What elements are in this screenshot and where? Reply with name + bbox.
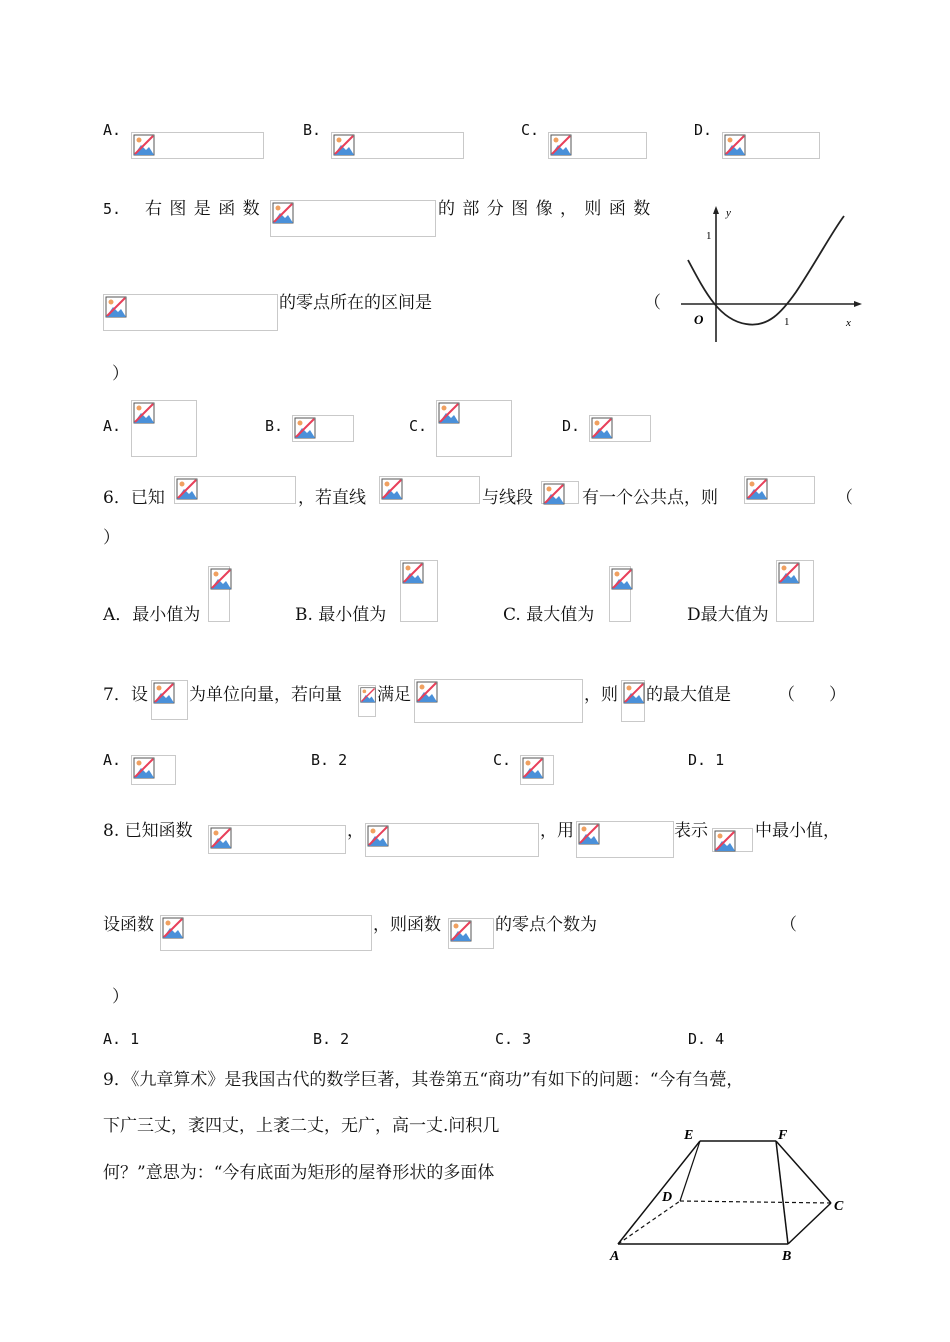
q5-option-a-image — [131, 400, 197, 457]
q8-stem-line2-c: 的零点个数为 — [495, 915, 597, 935]
q8-option-d: D. 4 — [688, 1030, 725, 1048]
q4-option-c-label: C. — [521, 121, 540, 139]
graph-x-tick: 1 — [784, 316, 790, 328]
q6-option-b-image — [400, 560, 438, 622]
q8-function-f-image — [208, 825, 346, 854]
q5-option-d-label: D. — [562, 417, 581, 435]
q5-option-b-image — [292, 415, 354, 442]
broken-image-icon — [438, 402, 460, 424]
broken-image-icon — [153, 682, 175, 704]
broken-image-icon — [778, 562, 800, 584]
q5-number: 5. — [103, 200, 122, 218]
q5-option-c-image — [436, 400, 512, 457]
edge-bc — [788, 1203, 831, 1244]
q5-target-function-image — [103, 294, 278, 331]
q8-mn-image — [712, 828, 753, 852]
edge-dc-hidden — [680, 1201, 831, 1203]
q5-paren-close: ） — [112, 364, 129, 384]
broken-image-icon — [416, 681, 438, 703]
q8-min-notation-image — [576, 821, 674, 858]
q5-option-c-label: C. — [409, 417, 428, 435]
q8-option-c: C. 3 — [495, 1030, 532, 1048]
q6-stem-part3: 与线段 — [482, 488, 533, 508]
vertex-label-c: C — [834, 1199, 844, 1214]
vertex-label-d: D — [662, 1190, 673, 1205]
vertex-label-a: A — [610, 1249, 620, 1264]
q8-stem-part1: 8. 已知函数 — [103, 821, 193, 841]
q6-stem-part2: ，若直线 — [298, 488, 366, 508]
graph-x-label: x — [846, 317, 851, 329]
q6-paren-open: （ — [836, 488, 853, 508]
broken-image-icon — [402, 562, 424, 584]
graph-y-tick: 1 — [706, 230, 712, 242]
broken-image-icon — [714, 830, 736, 852]
q8-function-g-image — [365, 823, 539, 857]
broken-image-icon — [210, 827, 232, 849]
edge-fb — [776, 1141, 788, 1244]
q8-paren-open: （ — [780, 915, 797, 935]
q7-stem-part3: 满足 — [377, 685, 411, 705]
broken-image-icon — [611, 568, 633, 590]
broken-image-icon — [272, 202, 294, 224]
q6-given-image — [174, 476, 296, 504]
q7-condition-image — [414, 679, 583, 723]
q9-line1: 9．《九章算术》是我国古代的数学巨著，其卷第五“商功”有如下的问题：“今有刍甍， — [103, 1070, 744, 1090]
broken-image-icon — [360, 687, 376, 703]
q9-line2: 下广三丈，袤四丈，上袤二丈，无广，高一丈.问积几 — [103, 1116, 500, 1136]
q5-option-a-label: A. — [103, 417, 122, 435]
q7-option-c-image — [520, 755, 554, 785]
q9-line3: 何？”意思为：“今有底面为矩形的屋脊形状的多面体 — [103, 1163, 495, 1183]
q5-function-formula-image — [270, 200, 436, 237]
q8-stem-part3: ，用 — [540, 821, 574, 841]
q7-option-a-label: A. — [103, 751, 122, 769]
q6-segment-image — [541, 481, 579, 504]
q6-line-image — [379, 476, 480, 504]
q6-option-d-image — [776, 560, 814, 622]
broken-image-icon — [450, 920, 472, 942]
broken-image-icon — [543, 483, 565, 505]
q7-stem-part5: 的最大值是 — [646, 685, 731, 705]
q8-stem-line2-a: 设函数 — [103, 915, 154, 935]
broken-image-icon — [133, 402, 155, 424]
edge-ae — [618, 1141, 700, 1244]
q8-stem-part2: ， — [347, 821, 364, 841]
q8-hx-image — [448, 918, 494, 949]
q4-option-c-formula-image — [548, 132, 647, 159]
q7-paren: （ ） — [778, 685, 846, 705]
q8-function-h-image — [160, 915, 372, 951]
q4-option-d-label: D. — [694, 121, 713, 139]
q8-stem-line2-b: ，则函数 — [373, 915, 441, 935]
q5-paren-open: （ — [644, 293, 661, 313]
broken-image-icon — [381, 478, 403, 500]
q7-option-c-label: C. — [493, 751, 512, 769]
broken-image-icon — [522, 757, 544, 779]
broken-image-icon — [578, 823, 600, 845]
edge-fc — [776, 1141, 831, 1203]
broken-image-icon — [133, 757, 155, 779]
q6-option-c-image — [609, 566, 631, 622]
edge-ed — [680, 1141, 700, 1201]
graph-y-label: y — [726, 207, 731, 219]
q6-option-c: C. 最大值为 — [503, 605, 595, 625]
q8-paren-close: ） — [112, 987, 129, 1007]
broken-image-icon — [294, 417, 316, 439]
vertex-label-f: F — [778, 1128, 788, 1143]
q7-stem-part1: 7．设 — [103, 685, 148, 705]
broken-image-icon — [550, 134, 572, 156]
q7-stem-part4: ，则 — [584, 685, 618, 705]
q6-option-d: D最大值为 — [687, 605, 769, 625]
q9-polyhedron-figure — [600, 1122, 860, 1267]
broken-image-icon — [623, 682, 645, 704]
q8-stem-part5: 中最小值， — [755, 821, 840, 841]
vertex-label-b: B — [782, 1249, 792, 1264]
broken-image-icon — [162, 917, 184, 939]
q5-function-graph — [676, 202, 866, 347]
q5-option-b-label: B. — [265, 417, 284, 435]
q4-option-d-formula-image — [722, 132, 820, 159]
graph-origin-label: O — [694, 312, 704, 327]
q4-option-b-formula-image — [331, 132, 464, 159]
q6-option-b: B. 最小值为 — [295, 605, 387, 625]
q8-option-b: B. 2 — [313, 1030, 350, 1048]
broken-image-icon — [333, 134, 355, 156]
q4-option-a-label: A. — [103, 121, 122, 139]
q7-option-a-image — [131, 755, 176, 785]
q6-option-a-image — [208, 566, 230, 622]
q6-stem-part4: 有一个公共点，则 — [582, 488, 718, 508]
edge-ad-hidden — [618, 1201, 680, 1244]
q6-option-a: A．最小值为 — [103, 605, 201, 625]
q6-expression-image — [744, 476, 815, 504]
broken-image-icon — [210, 568, 232, 590]
q7-stem-part2: 为单位向量，若向量 — [189, 685, 342, 705]
q5-option-d-image — [589, 415, 651, 442]
vertex-label-e: E — [684, 1128, 694, 1143]
q8-option-a: A. 1 — [103, 1030, 140, 1048]
q7-option-d: D. 1 — [688, 751, 725, 769]
q7-option-b: B. 2 — [311, 751, 348, 769]
q8-stem-part4: 表示 — [674, 821, 708, 841]
broken-image-icon — [591, 417, 613, 439]
q6-stem-part1: 6．已知 — [103, 488, 165, 508]
q5-stem-part3: 的零点所在的区间是 — [279, 293, 432, 313]
q6-paren-close: ） — [103, 528, 120, 548]
broken-image-icon — [724, 134, 746, 156]
q4-option-a-formula-image — [131, 132, 264, 159]
q7-vector-c-image — [358, 685, 376, 717]
broken-image-icon — [367, 825, 389, 847]
q5-stem-part1: 右 图 是 函 数 — [145, 199, 261, 219]
broken-image-icon — [133, 134, 155, 156]
broken-image-icon — [746, 478, 768, 500]
q5-stem-part2: 的 部 分 图 像 ， 则 函 数 — [438, 199, 652, 219]
broken-image-icon — [176, 478, 198, 500]
q4-option-b-label: B. — [303, 121, 322, 139]
broken-image-icon — [105, 296, 127, 318]
q7-target-image — [621, 680, 645, 722]
q7-unit-vectors-image — [151, 680, 188, 720]
